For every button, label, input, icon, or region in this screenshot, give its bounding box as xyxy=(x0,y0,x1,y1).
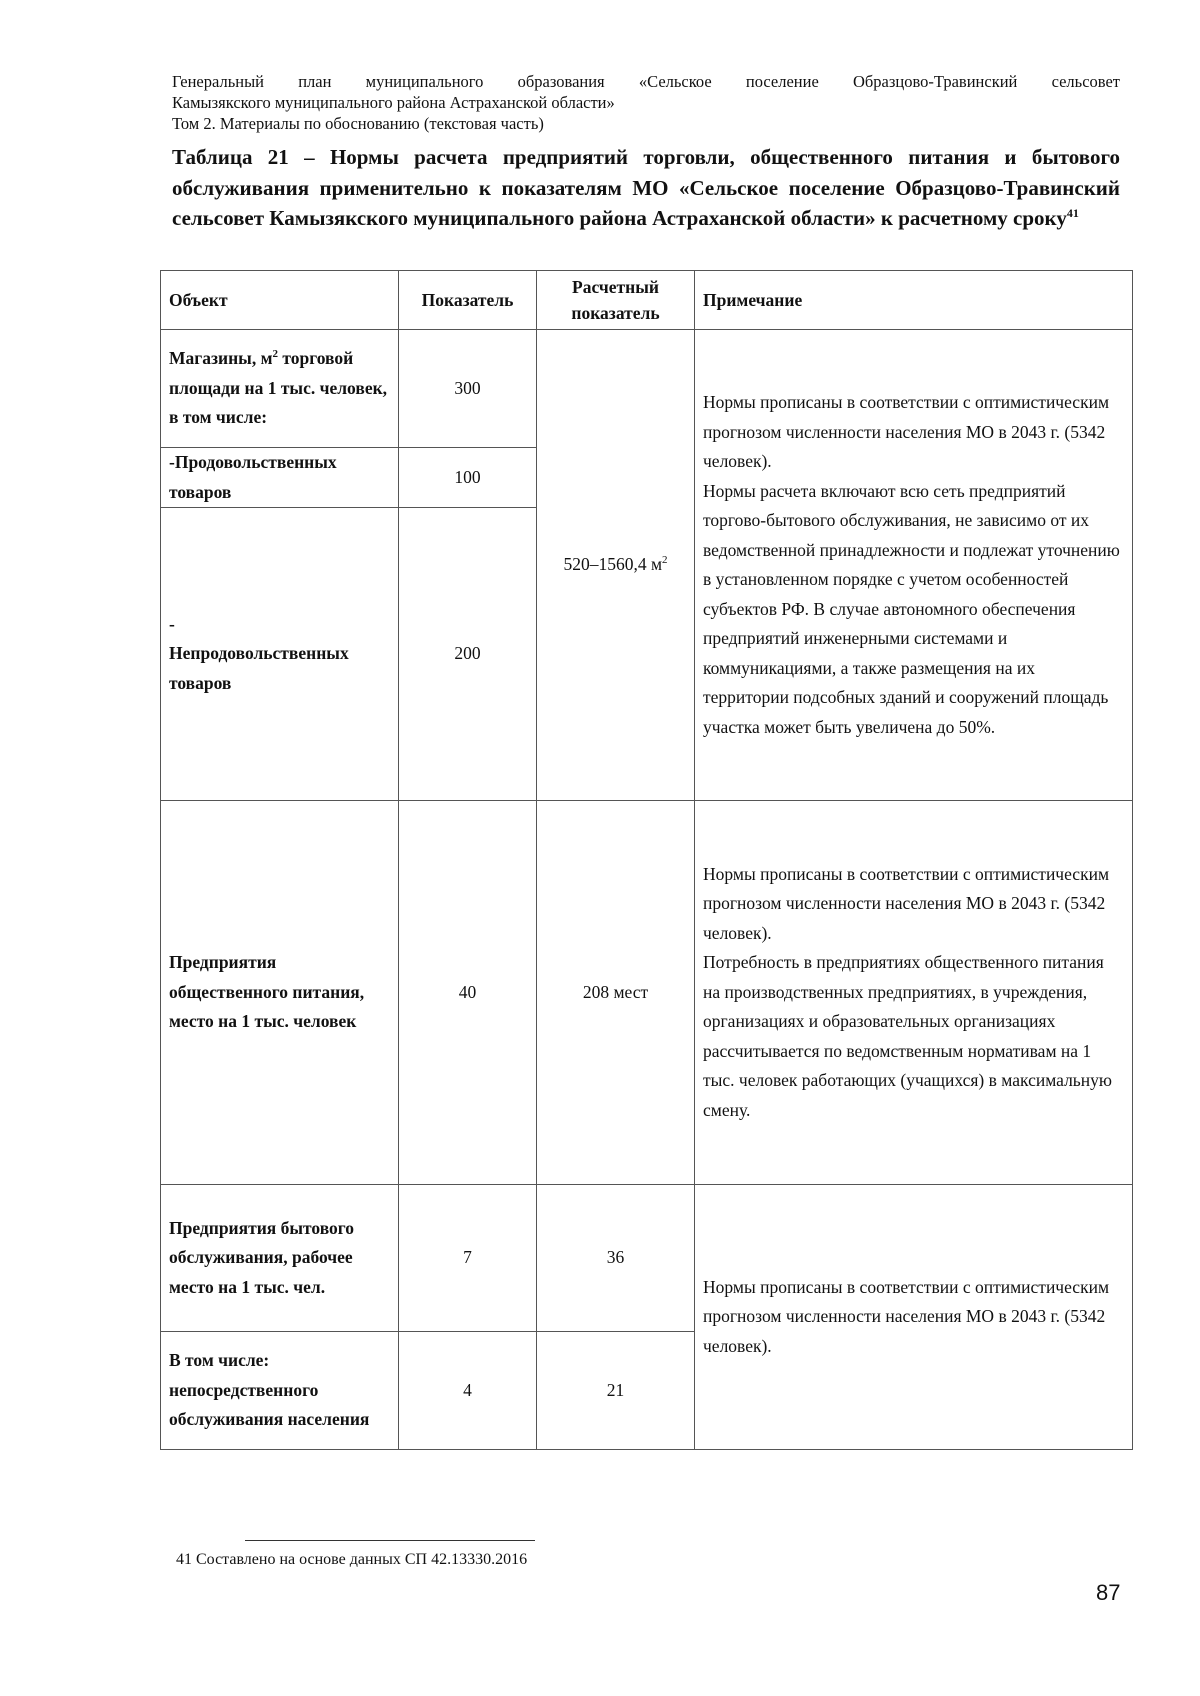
table-title xyxy=(172,142,1120,234)
shops-label-rest: торговой площади на 1 тыс. человек, в том числе: xyxy=(169,348,388,428)
cell-object-services-direct: В том числе: непосредственного обслуживания населения xyxy=(161,1332,399,1450)
shops-note-1: Нормы прописаны в соответствии с оптимистическим прогнозом численности населения МО в 2043 г. (5342 человек). xyxy=(703,392,1110,471)
header-indicator: Показатель xyxy=(399,271,537,330)
document-header xyxy=(172,71,1120,134)
cell-calc-catering: 208 мест xyxy=(537,801,695,1185)
cell-note-services xyxy=(695,1185,1133,1450)
shops-calc-value: 520–1560,4 м xyxy=(563,554,663,575)
table-row xyxy=(161,801,1133,1185)
shops-sup: 2 xyxy=(272,348,278,361)
table-title-text: Таблица 21 – Нормы расчета предприятий торговли, общественного питания и бытового обслуживания применительно к показателям МО «Сельское поселение Образцово-Травинский сельсовет Камызякского муниципального района Астраханской области» к расчетному сроку xyxy=(172,145,1120,230)
shops-note-2: Нормы расчета включают всю сеть предприятий торгово-бытового обслуживания, не зависимо от их ведомственной принадлежности и подлежат уточнению в установленном порядке с учетом особенностей субъектов РФ. В случае автономного обеспечения предприятий инженерными системами и коммуникациями, а также размещения на их территории подсобных зданий и сооружений площадь участка может быть увеличена до 50%. xyxy=(703,480,1120,737)
shops-calc-sup: 2 xyxy=(662,554,668,567)
cell-note-catering xyxy=(695,801,1133,1185)
header-note: Примечание xyxy=(695,271,1133,330)
norms-table xyxy=(160,270,1133,1450)
nonfood-dash: - xyxy=(169,613,175,634)
cell-object-nonfood xyxy=(161,508,399,801)
cell-object-catering: Предприятия общественного питания, место на 1 тыс. человек xyxy=(161,801,399,1185)
page-number: 87 xyxy=(1096,1580,1121,1605)
cell-object-services: Предприятия бытового обслуживания, рабочее место на 1 тыс. чел. xyxy=(161,1185,399,1332)
nonfood-label: Непродовольственных товаров xyxy=(169,643,349,693)
cell-indicator-services-direct: 4 xyxy=(399,1332,537,1450)
header-line-3: Том 2. Материалы по обоснованию (текстовая часть) xyxy=(172,114,544,133)
cell-object-shops xyxy=(161,330,399,448)
cell-calc-services-direct: 21 xyxy=(537,1332,695,1450)
cell-calc-services: 36 xyxy=(537,1185,695,1332)
cell-indicator-shops: 300 xyxy=(399,330,537,448)
cell-indicator-catering: 40 xyxy=(399,801,537,1185)
cell-object-food: -Продовольственных товаров xyxy=(161,448,399,508)
header-object: Объект xyxy=(161,271,399,330)
header-calc: Расчетный показатель xyxy=(537,271,695,330)
cell-indicator-nonfood: 200 xyxy=(399,508,537,801)
table-row xyxy=(161,1185,1133,1332)
shops-label: Магазины, м xyxy=(169,348,273,369)
catering-note-1: Нормы прописаны в соответствии с оптимистическим прогнозом численности населения МО в 2043 г. (5342 человек). xyxy=(703,863,1110,943)
cell-note-shops xyxy=(695,330,1133,801)
footnote: 41 Составлено на основе данных СП 42.13330.2016 xyxy=(176,1551,528,1568)
cell-indicator-services: 7 xyxy=(399,1185,537,1332)
header-line-2: Камызякского муниципального района Астраханской области» xyxy=(172,93,615,112)
cell-calc-shops xyxy=(537,330,695,801)
footnote-separator xyxy=(245,1540,535,1541)
cell-indicator-food: 100 xyxy=(399,448,537,508)
table-row xyxy=(161,330,1133,448)
catering-note-2: Потребность в предприятиях общественного питания на производственных предприятиях, в учреждения, организациях и образовательных организациях рассчитывается по ведомственным нормативам на 1 тыс. человек работающих (учащихся) в максимальную смену. xyxy=(703,952,1112,1120)
services-note: Нормы прописаны в соответствии с оптимистическим прогнозом численности населения МО в 2043 г. (5342 человек). xyxy=(703,1276,1110,1356)
table-header-row xyxy=(161,271,1133,330)
header-line-1: Генеральный план муниципального образования «Сельское поселение Образцово-Травинский сельсовет xyxy=(172,72,1120,91)
title-footnote-ref[interactable]: 41 xyxy=(1066,206,1079,220)
